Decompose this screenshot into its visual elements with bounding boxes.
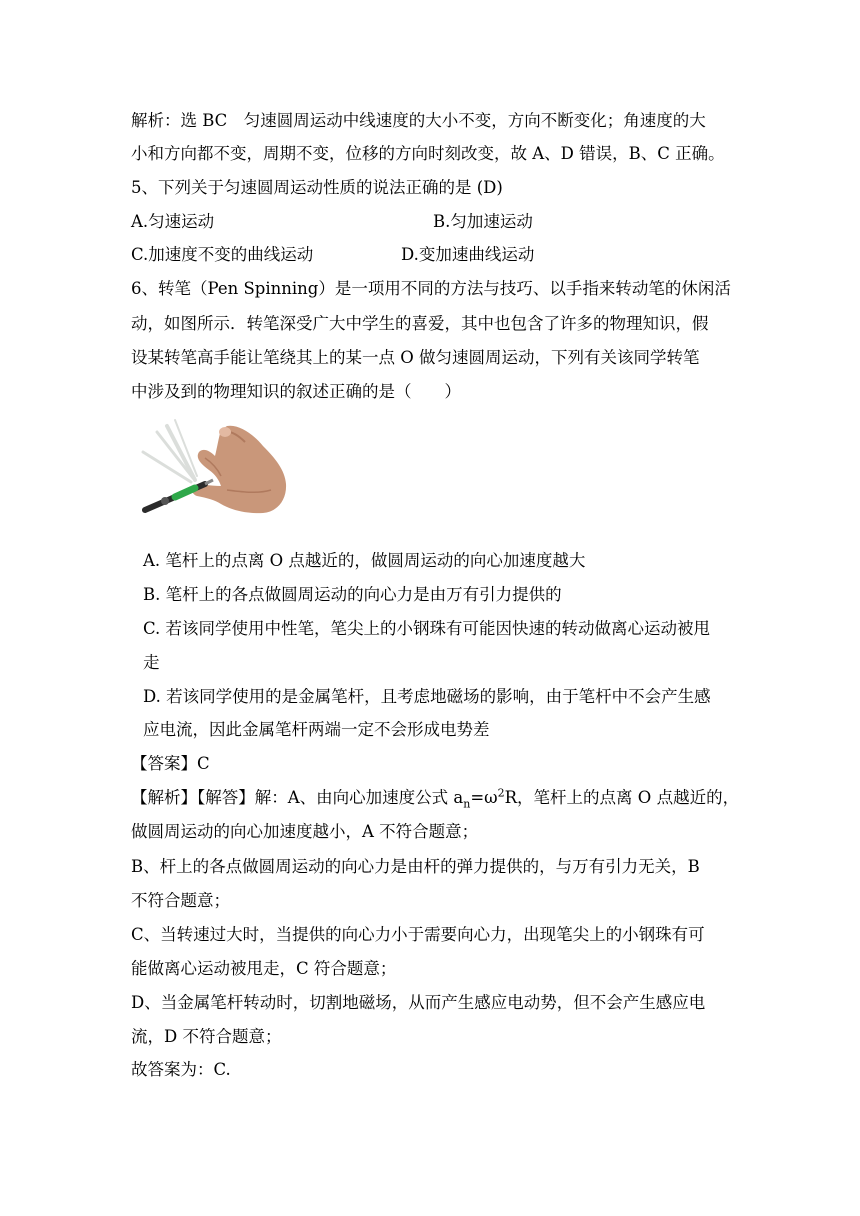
q6-analysis-line-6: 能做离心运动被甩走，C 符合题意；	[131, 959, 397, 978]
q6-analysis-line-4: 不符合题意；	[131, 891, 230, 910]
q6-analysis-line-3: B、杆上的各点做圆周运动的向心力是由杆的弹力提供的，与万有引力无关，B	[131, 857, 700, 876]
q6-analysis-line-2: 做圆周运动的向心加速度越小，A 不符合题意；	[131, 822, 479, 841]
q6-option-c-line-1: C. 若该同学使用中性笔，笔尖上的小钢珠有可能因快速的转动做离心运动被甩	[143, 619, 711, 638]
q5-option-c: C.加速度不变的曲线运动	[131, 245, 314, 264]
q6-answer: 【答案】C	[131, 754, 210, 773]
formula-text: =ω	[470, 788, 498, 807]
q6-option-c-line-2: 走	[143, 653, 160, 672]
q6-analysis-line-1	[131, 786, 739, 810]
q6-option-d-line-1: D. 若该同学使用的是金属笔杆，且考虑地磁场的影响，由于笔杆中不会产生感	[143, 687, 711, 706]
q5-stem: 5、下列关于匀速圆周运动性质的说法正确的是 (D)	[131, 178, 503, 197]
q6-analysis-line-8: 流，D 不符合题意；	[131, 1027, 282, 1046]
q5-options-row-1	[131, 210, 731, 234]
analysis-text: 【解析】【解答】解：A、由向心加速度公式 a	[131, 788, 464, 807]
analysis-text: R，笔杆上的点离 O 点越近的，	[504, 788, 740, 807]
formula-superscript: 2	[497, 786, 505, 800]
q5-options-row-2	[131, 243, 731, 267]
q6-analysis-line-9: 故答案为：C.	[131, 1060, 231, 1079]
q5-option-d: D.变加速曲线运动	[401, 245, 535, 264]
q6-analysis-line-7: D、当金属笔杆转动时，切割地磁场，从而产生感应电动势，但不会产生感应电	[131, 993, 706, 1012]
q6-option-a: A. 笔杆上的点离 O 点越近的，做圆周运动的向心加速度越大	[143, 551, 586, 570]
q6-stem-line-4: 中涉及到的物理知识的叙述正确的是（ ）	[131, 382, 461, 401]
analysis-q4-line-1: 解析：选 BC 匀速圆周运动中线速度的大小不变，方向不断变化；角速度的大	[131, 111, 706, 130]
q6-option-d-line-2: 应电流，因此金属笔杆两端一定不会形成电势差	[143, 720, 490, 739]
q6-analysis-line-5: C、当转速过大时，当提供的向心力小于需要向心力，出现笔尖上的小钢珠有可	[131, 925, 705, 944]
q6-stem-line-2: 动，如图所示．转笔深受广大中学生的喜爱，其中也包含了许多的物理知识，假	[131, 314, 709, 333]
q5-option-a: A.匀速运动	[131, 212, 215, 231]
analysis-q4-line-2: 小和方向都不变，周期不变，位移的方向时刻改变，故 A、D 错误，B、C 正确。	[131, 144, 725, 163]
q6-option-b: B. 笔杆上的各点做圆周运动的向心力是由万有引力提供的	[143, 585, 562, 604]
q6-stem-line-3: 设某转笔高手能让笔绕其上的某一点 O 做匀速圆周运动，下列有关该同学转笔	[131, 348, 700, 367]
formula-subscript: n	[463, 797, 471, 811]
q6-stem-line-1: 6、转笔（Pen Spinning）是一项用不同的方法与技巧、以手指来转动笔的休闲活	[131, 279, 731, 298]
pen-spinning-figure	[135, 418, 287, 514]
q5-option-b: B.匀加速运动	[433, 212, 533, 231]
